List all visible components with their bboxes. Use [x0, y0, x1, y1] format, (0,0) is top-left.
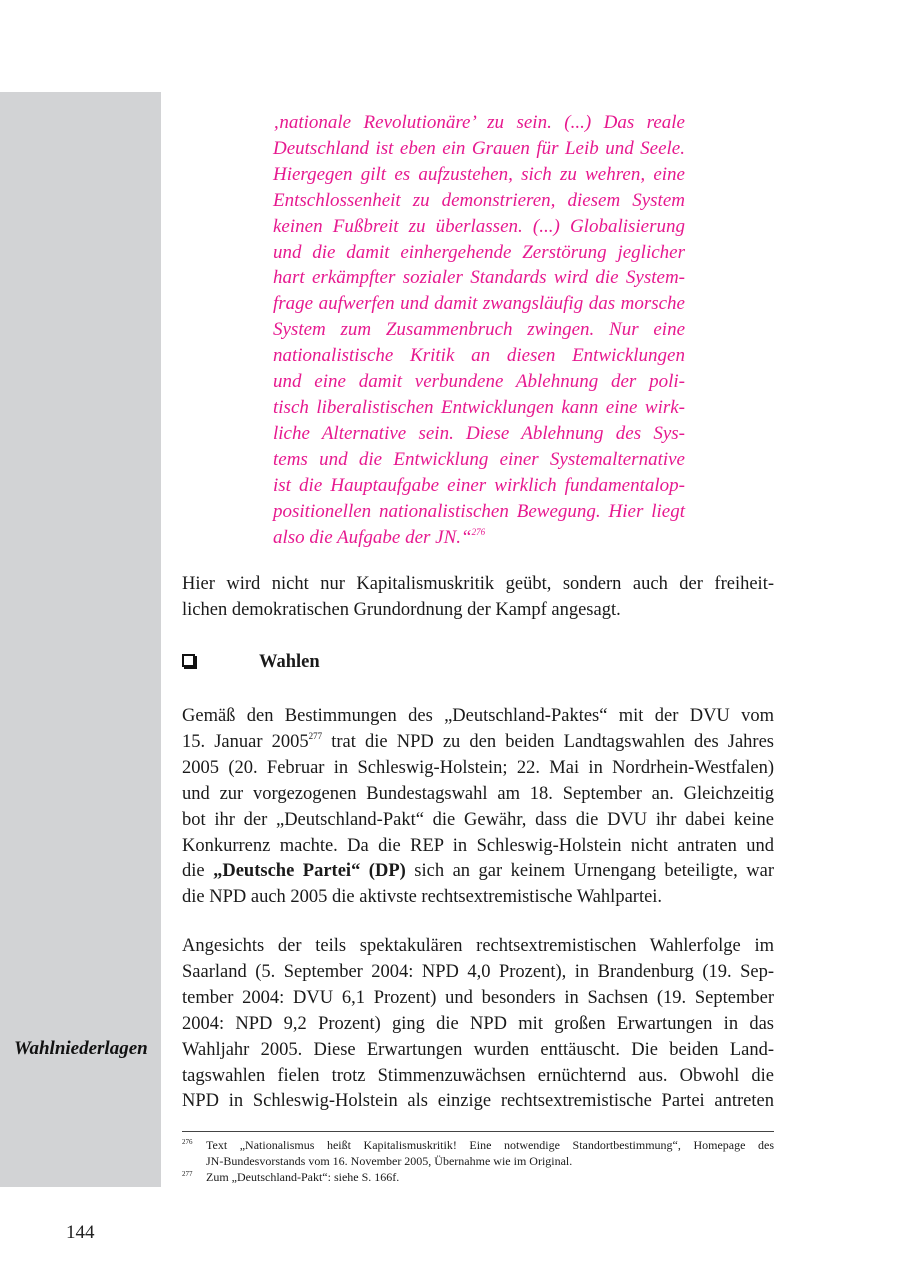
quote-line: tems und die Entwicklung einer Systemalternative: [273, 448, 685, 470]
quote-line: Entschlossenheit zu demonstrieren, diesem System: [273, 189, 685, 211]
paragraph-2: [182, 704, 774, 911]
text-line: 2005 (20. Februar in Schleswig-Holstein; 22. Mai in Nordrhein-Westfalen): [182, 757, 774, 778]
quote-line: und eine damit verbundene Ablehnung der poli-: [273, 371, 685, 393]
quote-line: frage aufwerfen und damit zwangsläufig das morsche: [273, 293, 685, 315]
quote-line: und die damit einhergehende Zerstörung jeglicher: [273, 241, 685, 263]
paragraph-1: [182, 572, 774, 624]
footnote-number: 277: [182, 1170, 193, 1178]
quote-line: nationalistische Kritik an diesen Entwicklungen: [273, 345, 685, 367]
footnote-line: JN-Bundesvorstands vom 16. November 2005, Übernahme wie im Original.: [206, 1154, 573, 1168]
text-segment: sich an gar keinem Urnengang beteiligte, war: [405, 861, 775, 882]
quote-line: tisch liberalistischen Entwicklungen kann eine wirk-: [273, 396, 685, 418]
text-line: Angesichts der teils spektakulären rechtsextremistischen Wahlerfolge im: [182, 936, 774, 956]
block-quote: [273, 110, 685, 550]
text-line: und zur vorgezogenen Bundestagswahl am 18. September an. Gleichzeitig: [182, 783, 774, 804]
footnote-line: Zum „Deutschland-Pakt“: siehe S. 166f.: [206, 1170, 400, 1184]
footnote-line: Text „Nationalismus heißt Kapitalismuskritik! Eine notwendige Standortbestimmung“, Homepage des: [206, 1138, 774, 1152]
quote-line: liche Alternative sein. Diese Ablehnung des Sys-: [273, 422, 685, 444]
quote-last-text: also die Aufgabe der JN.“: [273, 526, 472, 548]
checkbox-bullet-icon: [182, 654, 195, 667]
text-line: 2004: NPD 9,2 Prozent) ging die NPD mit großen Erwartungen in das: [182, 1013, 774, 1034]
text-segment: trat die NPD zu den beiden Landtagswahlen des Jahres: [322, 731, 774, 752]
text-line: die NPD auch 2005 die aktivste rechtsextremistische Wahlpartei.: [182, 887, 663, 908]
text-line: [182, 859, 774, 885]
footnote-ref[interactable]: 277: [308, 730, 323, 741]
paragraph-3: [182, 934, 774, 1115]
text-line: Konkurrenz machte. Da die REP in Schleswig-Holstein nicht antraten und: [182, 835, 774, 856]
text-line: [182, 730, 774, 756]
text-line: Saarland (5. September 2004: NPD 4,0 Prozent), in Brandenburg (19. Sep-: [182, 961, 774, 982]
quote-line: Deutschland ist eben ein Grauen für Leib und Seele.: [273, 137, 685, 159]
footnote-277: [182, 1169, 774, 1185]
quote-line: keinen Fußbreit zu überlassen. (...) Globalisierung: [273, 215, 685, 237]
quote-line: System zum Zusammenbruch zwingen. Nur eine: [273, 319, 685, 341]
footnote-number: 276: [182, 1138, 193, 1146]
quote-line: positionellen nationalistischen Bewegung. Hier liegt: [273, 500, 685, 522]
section-heading: [182, 652, 582, 678]
quote-line: ‚nationale Revolutionäre’ zu sein. (...) Das reale: [273, 112, 685, 133]
text-line: Hier wird nicht nur Kapitalismuskritik geübt, sondern auch der freiheit-: [182, 574, 774, 594]
text-line: NPD in Schleswig-Holstein als einzige rechtsextremistische Partei antreten: [182, 1091, 774, 1112]
text-line: tagswahlen fielen trotz Stimmenzuwächsen ernüchternd aus. Obwohl die: [182, 1065, 774, 1086]
text-line: lichen demokratischen Grundordnung der Kampf angesagt.: [182, 599, 621, 620]
quote-line: Hiergegen gilt es aufzustehen, sich zu wehren, eine: [273, 163, 685, 185]
text-segment: 15. Januar 2005: [182, 731, 309, 752]
margin-note: Wahlniederlagen: [14, 1038, 148, 1059]
quote-line: ist die Hauptaufgabe einer wirklich fundamentalop-: [273, 474, 685, 496]
section-title: Wahlen: [259, 652, 320, 672]
text-line: Wahljahr 2005. Diese Erwartungen wurden enttäuscht. Die beiden Land-: [182, 1039, 774, 1060]
footnotes: [182, 1137, 774, 1185]
page-number: 144: [66, 1222, 95, 1243]
margin-sidebar: [0, 92, 161, 1187]
text-line: Gemäß den Bestimmungen des „Deutschland-Paktes“ mit der DVU vom: [182, 706, 774, 726]
text-line: bot ihr der „Deutschland-Pakt“ die Gewähr, dass die DVU ihr dabei keine: [182, 809, 774, 830]
footnote-ref[interactable]: 276: [471, 526, 486, 537]
quote-line: [273, 525, 685, 551]
footnote-276: [182, 1137, 774, 1169]
footnote-divider: [182, 1131, 774, 1132]
text-line: tember 2004: DVU 6,1 Prozent) und besonders in Sachsen (19. September: [182, 987, 774, 1008]
text-segment: die: [182, 861, 214, 882]
quote-line: hart erkämpfter sozialer Standards wird die System-: [273, 267, 685, 289]
bold-term: „Deutsche Partei“ (DP): [213, 861, 406, 882]
